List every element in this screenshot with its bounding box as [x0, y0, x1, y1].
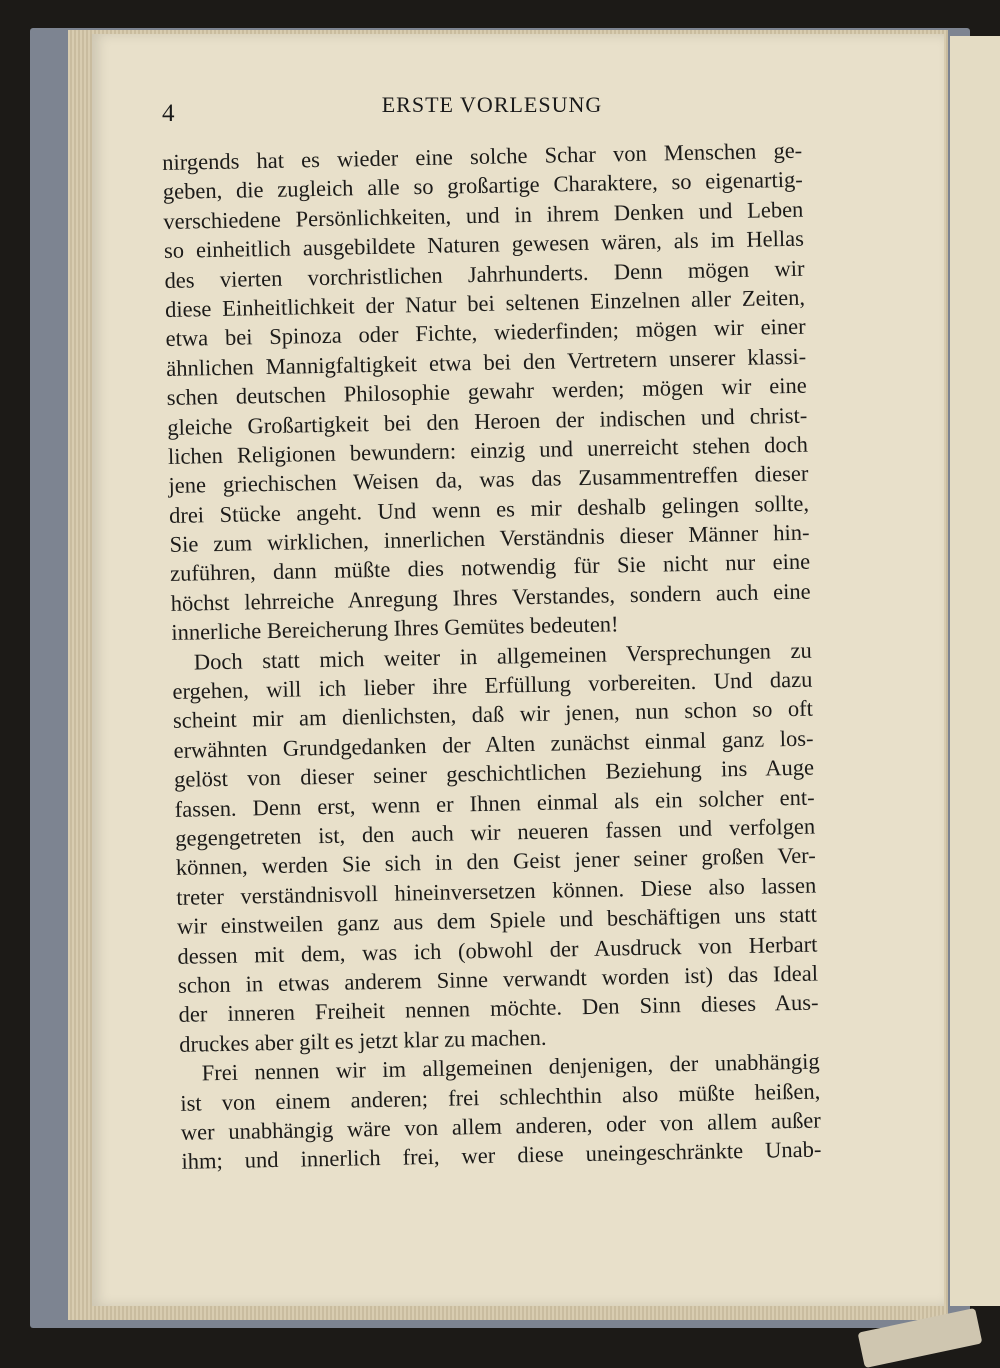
- text-line: dessen mit dem, was ich (obwohl der Ausdruck von Herbart: [177, 931, 818, 969]
- text-line: Doch statt mich weiter in allgemeinen Versprechungen zu: [193, 637, 812, 675]
- text-line: gegengetreten ist, den auch wir neueren fassen und verfolgen: [175, 813, 816, 851]
- page-number: 4: [162, 100, 175, 127]
- text-line: Frei nennen wir im allgemeinen denjenigen, der unabhängig: [201, 1048, 820, 1086]
- text-line: fassen. Denn erst, wenn er Ihnen einmal als ein solcher ent-: [174, 784, 815, 822]
- text-line: ergehen, will ich lieber ihre Erfüllung vorbereiten. Und dazu: [172, 666, 813, 704]
- body-text: [162, 136, 822, 1177]
- facing-page-edge: [950, 36, 1000, 1306]
- text-line: wer unabhängig wäre von allem anderen, oder von allem außer: [180, 1107, 822, 1145]
- text-line: innerliche Bereicherung Ihres Gemütes bedeuten!: [171, 611, 619, 646]
- text-line: druckes aber gilt es jetzt klar zu machen.: [178, 1024, 547, 1057]
- text-line: drei Stücke angeht. Und wenn es mir deshalb gelingen sollte,: [168, 490, 810, 528]
- text-line: gelöst von dieser seiner geschichtlichen Beziehung ins Auge: [173, 754, 815, 793]
- text-line: ist von einem anderen; frei schlechthin also müßte heißen,: [180, 1078, 821, 1116]
- text-line: höchst lehrreiche Anregung Ihres Verstandes, sondern auch eine: [170, 578, 811, 616]
- text-line: so einheitlich ausgebildete Naturen gewesen wären, als im Hellas: [163, 225, 805, 264]
- text-line: geben, die zugleich alle so großartige Charaktere, so eigenartig-: [162, 167, 803, 205]
- text-line: jene griechischen Weisen da, was das Zusammentreffen dieser: [168, 460, 809, 499]
- running-title: ERSTE VORLESUNG: [381, 92, 603, 117]
- text-line: scheint mir am dienlichsten, daß wir jenen, nun schon so oft: [172, 696, 814, 734]
- text-line: verschiedene Persönlichkeiten, und in ihrem Denken und Leben: [163, 196, 804, 234]
- text-line: ähnlichen Mannigfaltigkeit etwa bei den Vertretern unserer klassi-: [165, 343, 807, 381]
- text-line: gleiche Großartigkeit bei den Heroen der indischen und christ-: [167, 402, 808, 440]
- text-line: schon in etwas anderem Sinne verwandt worden ist) das Ideal: [177, 960, 819, 998]
- text-line: nirgends hat es wieder eine solche Schar von Menschen ge-: [162, 137, 803, 175]
- text-line: treter verständnisvoll hineinversetzen können. Diese also lassen: [176, 872, 817, 910]
- text-line: der inneren Freiheit nennen möchte. Den Sinn dieses Aus-: [178, 989, 819, 1028]
- text-line: etwa bei Spinoza oder Fichte, wiederfinden; mögen wir einer: [165, 314, 806, 352]
- text-line: ihm; und innerlich frei, wer diese uneingeschränkte Unab-: [181, 1136, 822, 1175]
- text-line: des vierten vorchristlichen Jahrhunderts. Denn mögen wir: [164, 255, 805, 293]
- text-line: können, werden Sie sich in den Geist jener seiner großen Ver-: [175, 842, 816, 881]
- text-line: Sie zum wirklichen, innerlichen Verständnis dieser Männer hin-: [169, 519, 810, 558]
- text-line: zuführen, dann müßte dies notwendig für Sie nicht nur eine: [169, 549, 811, 587]
- text-line: wir einstweilen ganz aus dem Spiele und beschäftigen uns statt: [176, 901, 818, 940]
- text-line: diese Einheitlichkeit der Natur bei seltenen Einzelnen aller Zeiten,: [164, 284, 806, 322]
- text-line: schen deutschen Philosophie gewahr werden; mögen wir eine: [166, 372, 807, 411]
- text-line: erwähnten Grundgedanken der Alten zunächst einmal ganz los-: [173, 725, 814, 763]
- text-line: lichen Religionen bewundern: einzig und unerreicht stehen doch: [167, 431, 809, 469]
